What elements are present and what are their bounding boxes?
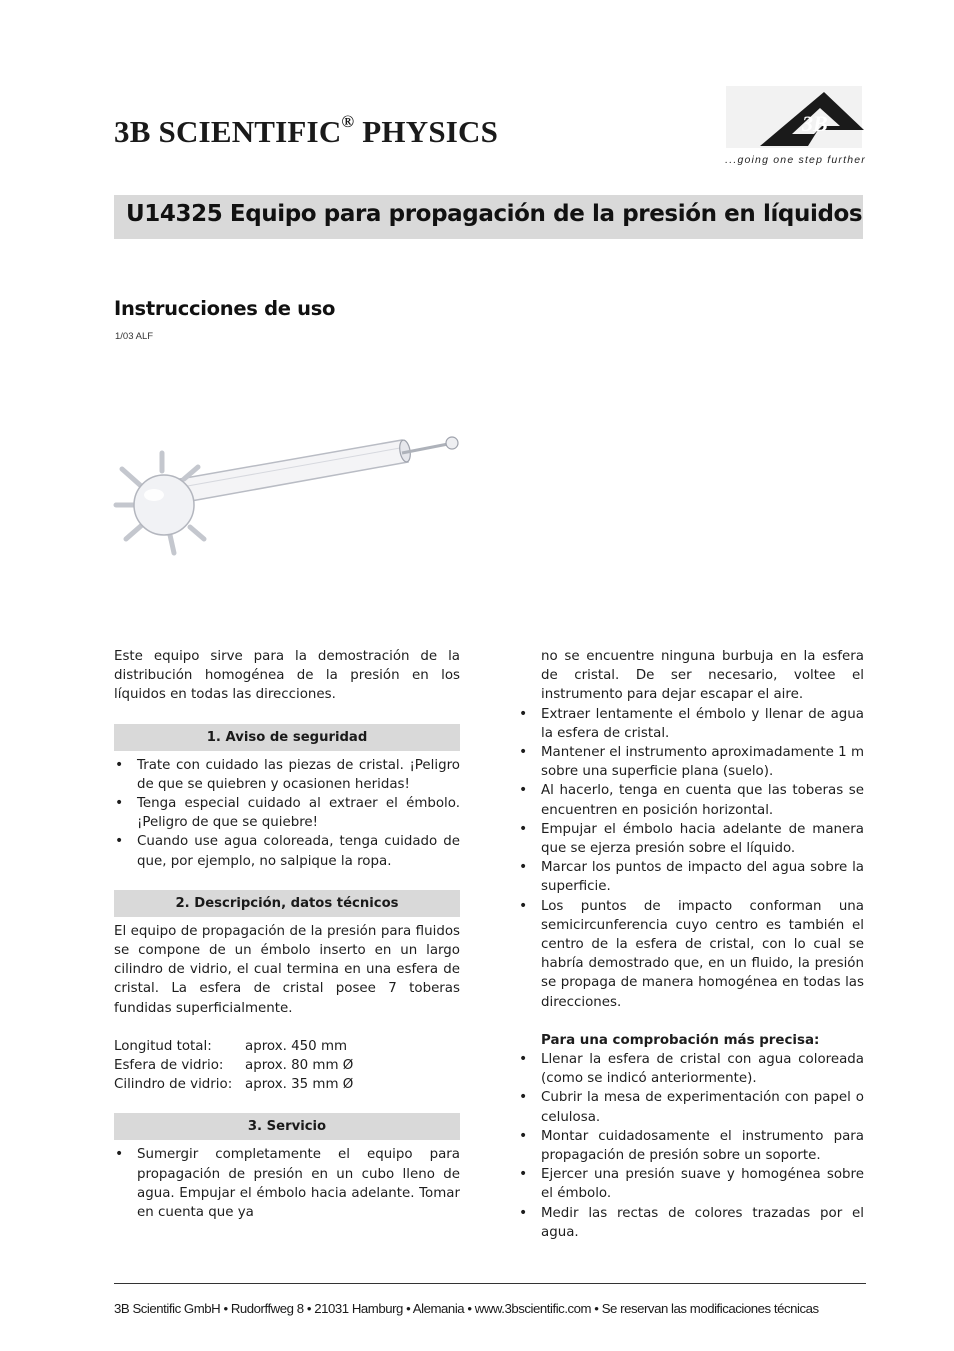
list-item: • Llenar la esfera de cristal con agua coloreada (como se indicó anteriormente).: [518, 1050, 864, 1088]
tagline: ...going one step further: [725, 154, 866, 166]
brand-suffix: PHYSICS: [354, 114, 499, 149]
safety-list: [114, 756, 460, 871]
footer-divider: [114, 1283, 866, 1284]
spec-value: aprox. 35 mm Ø: [245, 1077, 354, 1093]
list-item: • Sumergir completamente el equipo para propagación de presión en un cubo lleno de agua. Empujar el émbolo hacia adelante. Tomar en cuenta que ya: [114, 1145, 460, 1222]
registered-mark: ®: [341, 111, 355, 131]
list-item: • Empujar el émbolo hacia adelante de manera que se ejerza presión sobre el líquido.: [518, 820, 864, 858]
spec-label: Esfera de vidrio:: [114, 1058, 224, 1074]
version-code: 1/03 ALF: [115, 331, 154, 342]
section-heading-description: 2. Descripción, datos técnicos: [114, 890, 460, 917]
instructions-heading: Instrucciones de uso: [114, 297, 336, 320]
section-heading-safety: 1. Aviso de seguridad: [114, 724, 460, 751]
list-item: • Tenga especial cuidado al extraer el émbolo. ¡Peligro de que se quiebre!: [114, 794, 460, 832]
list-item: • Trate con cuidado las piezas de cristal. ¡Peligro de que se quiebren y ocasionen heridas!: [114, 756, 460, 794]
footer-text: 3B Scientific GmbH • Rudorffweg 8 • 21031 Hamburg • Alemania • www.3bscientific.com • Se reservan las modificaciones técnicas: [114, 1301, 819, 1316]
spec-value: aprox. 450 mm: [245, 1038, 348, 1054]
product-title: U14325 Equipo para propagación de la presión en líquidos: [126, 201, 863, 227]
description-paragraph: El equipo de propagación de la presión para fluidos se compone de un émbolo inserto en un largo cilindro de vidrio, el cual termina en una esfera de cristal. La esfera de cristal posee 7 toberas fundidas superficialmente.: [114, 923, 460, 1016]
product-title-bar: [114, 195, 863, 239]
list-item: • Ejercer una presión suave y homogénea sobre el émbolo.: [518, 1165, 864, 1203]
brand-name: 3B SCIENTIFIC: [114, 114, 342, 149]
list-item: • Cuando use agua coloreada, tenga cuidado de que, por ejemplo, no salpique la ropa.: [114, 832, 460, 870]
list-item: • Extraer lentamente el émbolo y llenar de agua la esfera de cristal.: [518, 705, 864, 743]
list-item: • Los puntos de impacto conforman una semicircunferencia cuyo centro es también el centro de la esfera de cristal, con lo cual se habría demostrado que, en un fluido, la presión se propaga de manera homogénea en todas las direcciones.: [518, 897, 864, 1012]
left-column: [114, 647, 460, 1222]
spec-label: Longitud total:: [114, 1038, 212, 1054]
brand-title: [114, 111, 499, 150]
list-item: • Montar cuidadosamente el instrumento para propagación de presión sobre un soporte.: [518, 1127, 864, 1165]
3b-logo: [718, 86, 868, 170]
specs-table: [114, 1037, 353, 1095]
list-item: • Al hacerlo, tenga en cuenta que las toberas se encuentren en posición horizontal.: [518, 781, 864, 819]
apparatus-illustration: [112, 425, 472, 565]
service-list: [518, 705, 864, 1012]
table-row: [114, 1037, 353, 1056]
section-heading-service: 3. Servicio: [114, 1113, 460, 1140]
list-item-continuation: no se encuentre ninguna burbuja en la esfera de cristal. De ser necesario, voltee el instrumento para dejar escapar el aire.: [541, 649, 864, 703]
logo-triangle-icon: [748, 90, 868, 150]
service-list-start: [114, 1145, 460, 1222]
list-item: • Medir las rectas de colores trazadas por el agua.: [518, 1204, 864, 1242]
list-item: • Marcar los puntos de impacto del agua sobre la superficie.: [518, 858, 864, 896]
precise-check-heading: Para una comprobación más precisa:: [541, 1032, 820, 1048]
table-row: [114, 1056, 353, 1075]
list-item: • Cubrir la mesa de experimentación con papel o celulosa.: [518, 1088, 864, 1126]
list-item: • Mantener el instrumento aproximadamente 1 m sobre una superficie plana (suelo).: [518, 743, 864, 781]
logo-text: 3B: [802, 111, 828, 136]
right-column: [518, 647, 864, 1242]
spec-value: aprox. 80 mm Ø: [245, 1058, 354, 1074]
table-row: [114, 1075, 353, 1094]
intro-paragraph: Este equipo sirve para la demostración de la distribución homogénea de la presión en los líquidos en todas las direcciones.: [114, 649, 460, 703]
precise-check-list: [518, 1050, 864, 1242]
spec-label: Cilindro de vidrio:: [114, 1077, 233, 1093]
